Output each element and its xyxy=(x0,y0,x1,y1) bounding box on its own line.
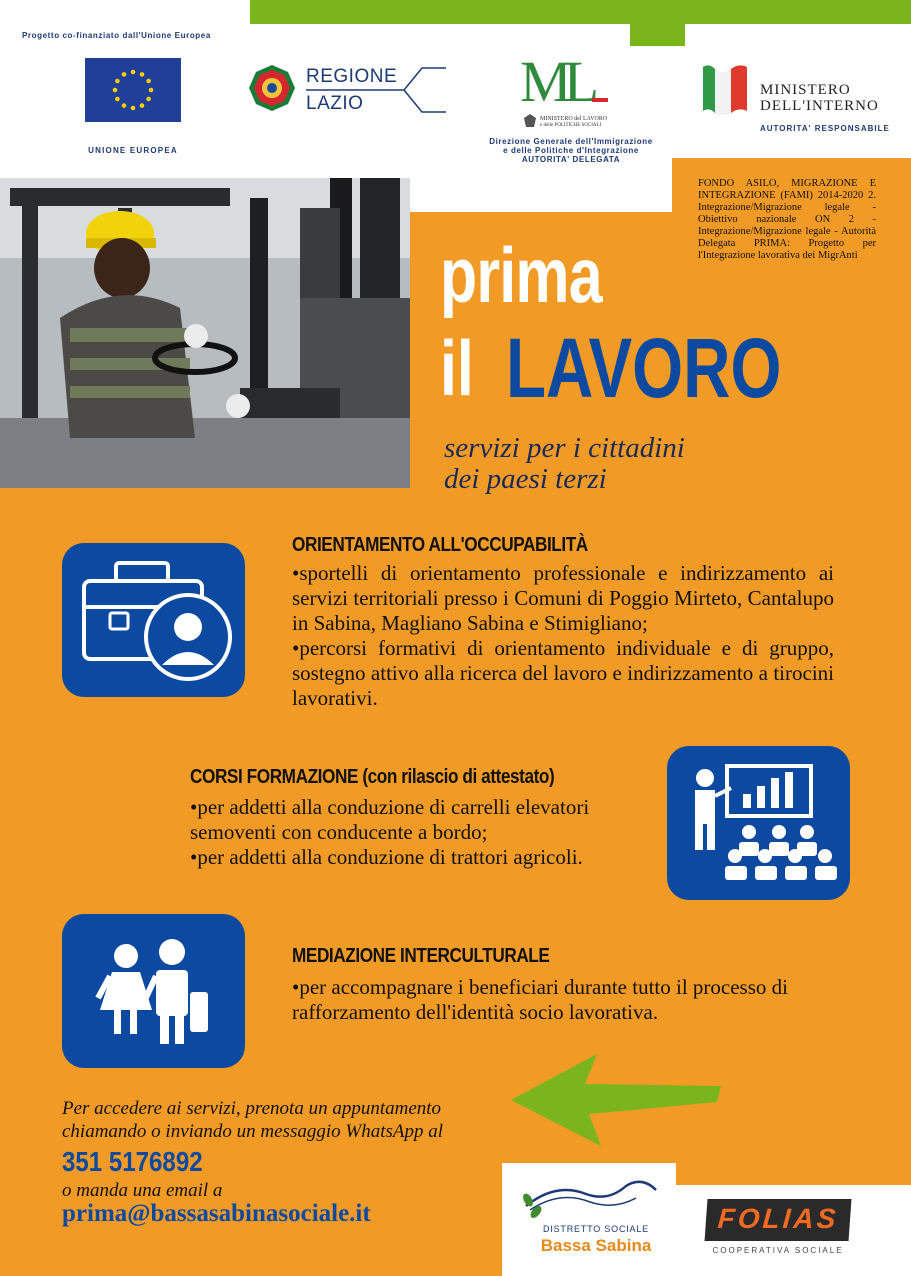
orientamento-bullet-2: •percorsi formativi di orientamento individuale e di gruppo, sostegno attivo alla ricerca del lavoro e indirizzamento a tirocini lavorativi. xyxy=(292,636,834,710)
section-mediazione-body xyxy=(292,975,834,1025)
green-top-bar xyxy=(250,0,911,24)
fund-note: FONDO ASILO, MIGRAZIONE E INTEGRAZIONE (FAMI) 2014-2020 2. Integrazione/Migrazione legale - Obiettivo nazionale ON 2 - Integrazione/Migrazione legale - Autorità Delegata PRIMA: Progetto per l'Integrazione lavorativa dei MigrAnti xyxy=(698,178,876,261)
ml-monogram: ML xyxy=(520,49,591,114)
family-people-icon xyxy=(62,914,245,1068)
regione-line1: REGIONE xyxy=(306,66,398,87)
classroom-presentation-icon xyxy=(667,746,850,900)
contact-email[interactable]: prima@bassasabinasociale.it xyxy=(62,1200,371,1227)
eu-flag-logo xyxy=(85,58,181,122)
eu-label: UNIONE EUROPEA xyxy=(88,146,178,155)
interno-line1: MINISTERO xyxy=(760,82,851,98)
section-mediazione-heading: MEDIAZIONE INTERCULTURALE xyxy=(292,945,550,967)
briefcase-person-icon xyxy=(62,543,245,697)
ministero-lavoro-small2: e delle POLITICHE SOCIALI xyxy=(540,123,602,128)
folias-name: FOLIAS xyxy=(716,1203,840,1234)
orientamento-bullet-1: •sportelli di orientamento professionale e indirizzamento ai servizi territoriali presso i Comuni di Poggio Mirteto, Cantalupo in Sabina, Magliano Sabina e Stimigliano; xyxy=(292,561,834,635)
section-corsi-heading: CORSI FORMAZIONE (con rilascio di attestato) xyxy=(190,766,555,788)
regione-lazio-wordmark xyxy=(304,64,449,116)
family-tile xyxy=(62,914,245,1068)
green-arrow-icon xyxy=(505,1050,725,1150)
distretto-line1: DISTRETTO SOCIALE xyxy=(543,1224,649,1234)
subtitle-line1: servizi per i cittadini xyxy=(444,432,685,464)
briefcase-person-tile xyxy=(62,543,245,697)
section-orientamento-heading: ORIENTAMENTO ALL'OCCUPABILITÀ xyxy=(292,534,588,556)
forklift-scene-icon xyxy=(0,178,410,488)
header-band-extension xyxy=(410,178,672,212)
regione-line2: LAZIO xyxy=(306,93,364,114)
section-corsi-body xyxy=(190,795,650,870)
contact-phone[interactable]: 351 5176892 xyxy=(62,1146,203,1177)
classroom-tile xyxy=(667,746,850,900)
dg-line3: AUTORITA' DELEGATA xyxy=(521,155,621,164)
interno-line3: AUTORITA' RESPONSABILE xyxy=(760,124,890,133)
regione-lazio-crest-icon xyxy=(247,63,297,113)
folias-sub: COOPERATIVA SOCIALE xyxy=(712,1246,844,1255)
title-prima: prima xyxy=(440,231,602,319)
mediazione-bullet-1: •per accompagnare i beneficiari durante tutto il processo di rafforzamento dell'identità socio lavorativa. xyxy=(292,975,788,1024)
forklift-worker-photo xyxy=(0,178,410,488)
title-il: il xyxy=(440,324,474,412)
italian-emblem-icon xyxy=(524,114,536,128)
distretto-logo-icon xyxy=(516,1176,666,1222)
contact-line3: o manda una email a xyxy=(62,1180,223,1201)
contact-line2: chiamando o inviando un messaggio WhatsApp al xyxy=(62,1121,444,1142)
cofinanced-label: Progetto co-finanziato dall'Unione Europea xyxy=(22,31,211,40)
ministero-lavoro-small1: MINISTERO del LAVORO xyxy=(540,116,608,122)
contact-line1: Per accedere ai servizi, prenota un appuntamento xyxy=(62,1098,442,1119)
eu-stars-icon xyxy=(85,58,181,122)
bottom-logo-band-orange-notch xyxy=(676,1163,911,1185)
corsi-bullet-2: •per addetti alla conduzione di trattori agricoli. xyxy=(190,845,583,869)
section-orientamento-body xyxy=(292,561,834,711)
title-lavoro: LAVORO xyxy=(506,321,782,415)
italian-flag-icon xyxy=(701,63,749,115)
ministero-lavoro-monogram xyxy=(518,49,614,114)
subtitle-line2: dei paesi terzi xyxy=(444,463,607,495)
green-top-tab xyxy=(630,24,685,46)
dg-line1: Direzione Generale dell'Immigrazione xyxy=(489,137,653,146)
corsi-bullet-1: •per addetti alla conduzione di carrelli elevatori semoventi con conducente a bordo; xyxy=(190,795,590,844)
folias-logo xyxy=(705,1199,852,1241)
distretto-line2: Bassa Sabina xyxy=(540,1236,652,1255)
ml-red-accent-icon xyxy=(592,98,608,102)
interno-line2: DELL'INTERNO xyxy=(760,98,879,114)
dg-line2: e delle Politiche d'Integrazione xyxy=(503,146,639,155)
